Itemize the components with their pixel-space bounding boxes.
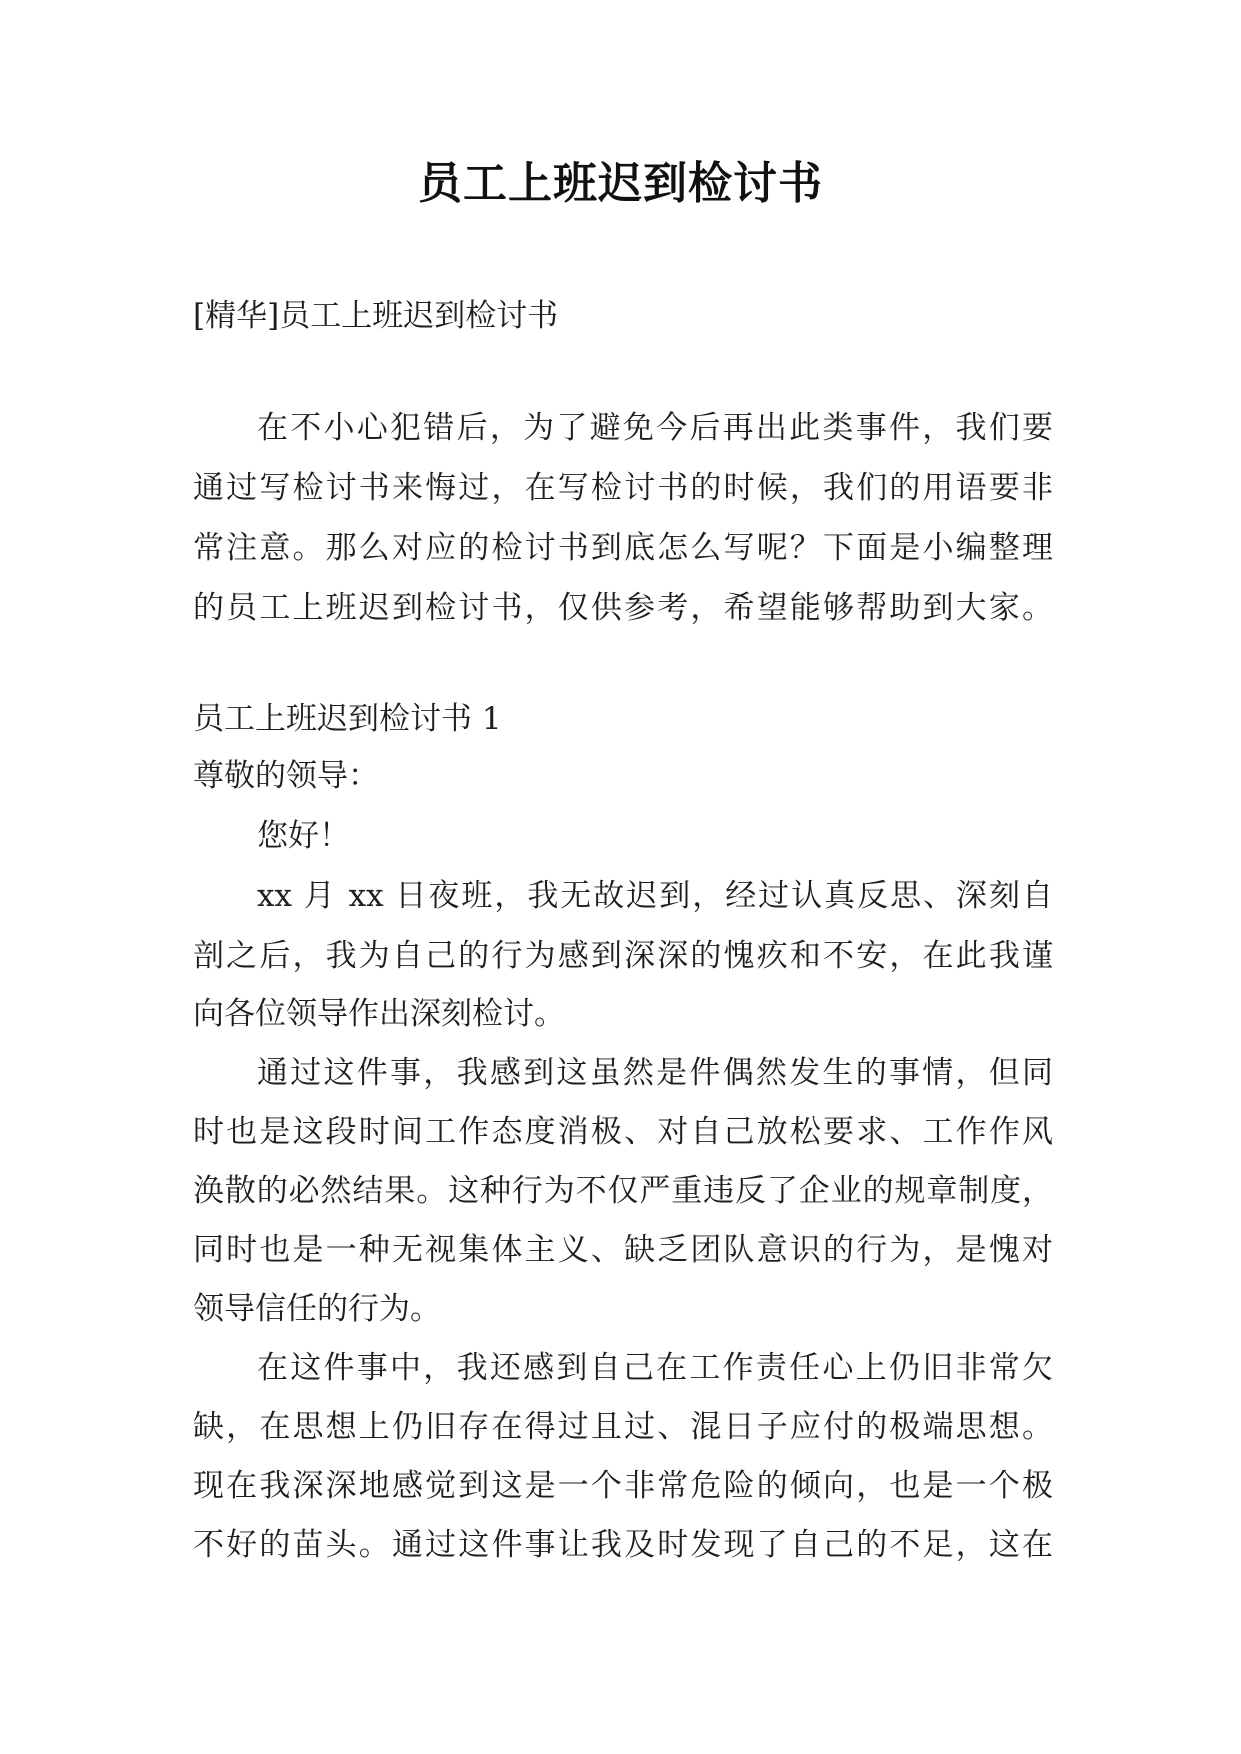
paragraph1-line-2: 剖之后，我为自己的行为感到深深的愧疚和不安，在此我谨 bbox=[193, 938, 1053, 974]
paragraph2-line-3: 涣散的必然结果。这种行为不仅严重违反了企业的规章制度， bbox=[193, 1173, 1053, 1209]
document-subtitle: [精华]员工上班迟到检讨书 bbox=[193, 298, 559, 334]
paragraph3-line-3: 现在我深深地感觉到这是一个非常危险的倾向，也是一个极 bbox=[193, 1468, 1053, 1504]
intro-line-1: 在不小心犯错后，为了避免今后再出此类事件，我们要 bbox=[257, 410, 1053, 446]
paragraph3-line-2: 缺，在思想上仍旧存在得过且过、混日子应付的极端思想。 bbox=[193, 1409, 1053, 1445]
intro-line-2: 通过写检讨书来悔过，在写检讨书的时候，我们的用语要非 bbox=[193, 470, 1053, 506]
intro-line-4: 的员工上班迟到检讨书，仅供参考，希望能够帮助到大家。 bbox=[193, 590, 1053, 626]
paragraph2-line-2: 时也是这段时间工作态度消极、对自己放松要求、工作作风 bbox=[193, 1114, 1053, 1150]
intro-line-3: 常注意。那么对应的检讨书到底怎么写呢？下面是小编整理 bbox=[193, 530, 1053, 566]
paragraph2-line-4: 同时也是一种无视集体主义、缺乏团队意识的行为，是愧对 bbox=[193, 1232, 1053, 1268]
paragraph1-line-3: 向各位领导作出深刻检讨。 bbox=[193, 996, 565, 1032]
paragraph3-line-1: 在这件事中，我还感到自己在工作责任心上仍旧非常欠 bbox=[257, 1350, 1053, 1386]
paragraph2-line-1: 通过这件事，我感到这虽然是件偶然发生的事情，但同 bbox=[257, 1055, 1053, 1091]
salutation: 尊敬的领导： bbox=[193, 758, 379, 794]
paragraph3-line-4: 不好的苗头。通过这件事让我及时发现了自己的不足，这在 bbox=[193, 1527, 1053, 1563]
document-title: 员工上班迟到检讨书 bbox=[418, 158, 823, 209]
paragraph2-line-5: 领导信任的行为。 bbox=[193, 1291, 441, 1327]
paragraph1-line-1: xx 月 xx 日夜班，我无故迟到，经过认真反思、深刻自 bbox=[257, 878, 1053, 914]
greeting: 您好！ bbox=[257, 818, 350, 854]
section-heading: 员工上班迟到检讨书 1 bbox=[193, 701, 502, 737]
